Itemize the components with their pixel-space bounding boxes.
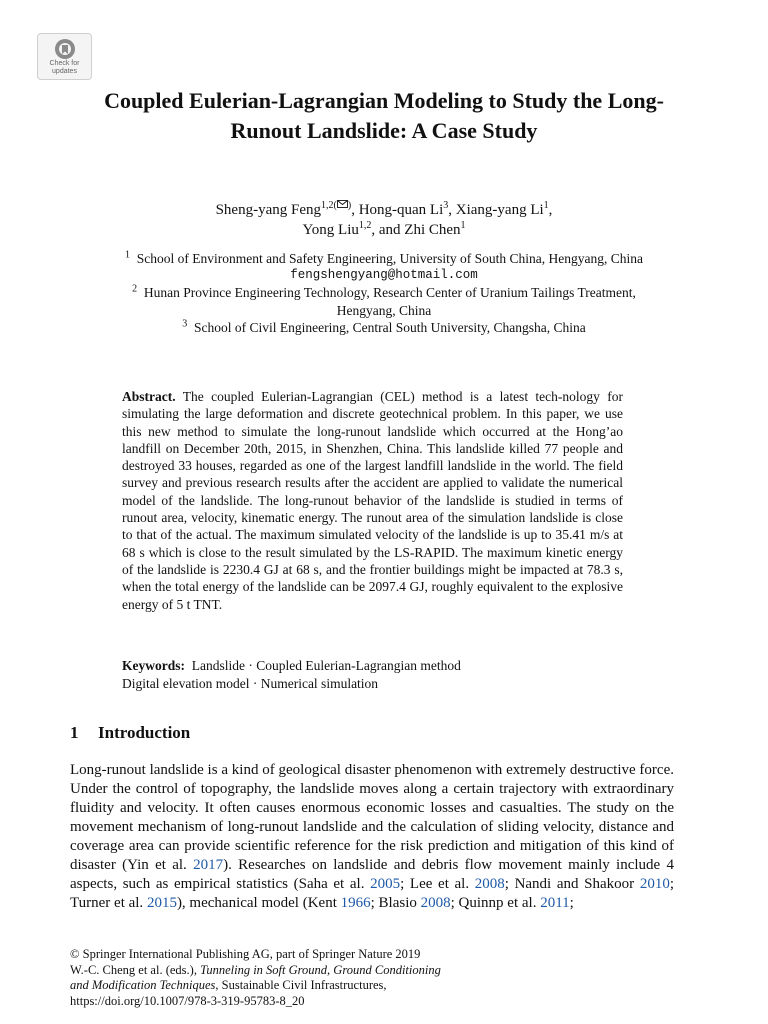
affiliation-3 <box>110 319 658 336</box>
citation-link[interactable]: 2008 <box>474 876 505 892</box>
affiliation-1 <box>110 250 658 267</box>
keywords-line-1: Landslide · Coupled Eulerian-Lagrangian method <box>191 658 461 673</box>
author-sup-end: ) <box>347 200 352 211</box>
badge-label-1: Check for <box>49 60 80 67</box>
body-text: ). Researches on landslide and debris flow movement mainly include 4 aspects, such as empirical statistics (Saha et al. <box>70 857 674 892</box>
paper-title: Coupled Eulerian-Lagrangian Modeling to Study the Long-Runout Landslide: A Case Study <box>104 88 664 143</box>
editors: W.-C. Cheng et al. (eds.), <box>70 962 201 977</box>
affiliation-text: Hunan Province Engineering Technology, Research Center of Uranium Tailings Treatment, Hengyang, China <box>143 285 636 318</box>
affiliation-num: 1 <box>125 249 131 261</box>
citation-link[interactable]: 2017 <box>193 857 224 873</box>
copyright-line: © Springer International Publishing AG, part of Springer Nature 2019 <box>70 947 421 961</box>
keywords <box>122 657 623 693</box>
citation-link[interactable]: 2011 <box>540 895 570 911</box>
section-title: Introduction <box>98 723 191 742</box>
author-sup: 1 <box>460 220 466 231</box>
author-name: Xiang-yang Li <box>455 202 544 218</box>
body-text: ; Blasio <box>370 895 421 911</box>
section-heading <box>70 722 190 744</box>
body-text: ; Lee et al. <box>400 876 475 892</box>
author-name: Yong Liu <box>302 222 359 238</box>
body-text: ; Nandi and Shakoor <box>504 876 640 892</box>
author-sup: 1,2( <box>321 200 337 211</box>
body-text: ), mechanical model (Kent <box>176 895 341 911</box>
author-name: Sheng-yang Feng <box>215 202 321 218</box>
affiliation-text: School of Civil Engineering, Central South University, Changsha, China <box>194 319 586 335</box>
citation-link[interactable]: 2008 <box>420 895 451 911</box>
book-citation-line-2 <box>70 978 674 994</box>
email-icon[interactable] <box>337 200 348 208</box>
citation-link[interactable]: 2010 <box>639 876 670 892</box>
author-sup: 1,2 <box>358 220 372 231</box>
author-sup: 1 <box>543 200 549 211</box>
body-text: ; <box>569 895 574 911</box>
author-email-link[interactable]: fengshengyang@hotmail.com <box>290 268 478 283</box>
abstract <box>122 388 623 613</box>
author-name: Hong-quan Li <box>358 202 444 218</box>
keywords-label: Keywords: <box>122 658 185 673</box>
section-number: 1 <box>70 723 79 742</box>
citation-link[interactable]: 1966 <box>340 895 371 911</box>
abstract-label: Abstract. <box>122 389 176 404</box>
affiliation-num: 3 <box>182 318 188 330</box>
keywords-line-2: Digital elevation model · Numerical simulation <box>122 676 379 691</box>
citation-link[interactable]: 2005 <box>370 876 401 892</box>
intro-paragraph <box>70 761 674 913</box>
book-title: Tunneling in Soft Ground, Ground Conditioning <box>200 962 441 977</box>
citation-link[interactable]: 2015 <box>146 895 177 911</box>
abstract-text: The coupled Eulerian-Lagrangian (CEL) method is a latest tech-nology for simulating the large deformation and discrete geotechnical problem. In this paper, we use this new method to simulate the long-runout landslide which occurred at the Hong’ao landfill on December 20th, 2015, in Shenzhen, China. This landslide killed 77 people and destroyed 33 houses, regarded as one of the largest landfill landslide in the world. The field survey and previous research results after the accident are applied to validate the numerical model of the landslide. The long-runout behavior of the landslide is studied in terms of runout area, velocity, kinematic energy. The runout area of the simulation landslide is close to that of the actual. The maximum simulated velocity of the landslide is up to 35.41 m/s at 68 s which is close to the result simulated by the LS-RAPID. The maximum kinetic energy of the landslide is 2230.4 GJ at 68 s, and the frontier buildings might be impacted at 78.3 s, when the total energy of the landslide can be 2097.4 GJ, roughly equivalent to the explosive energy of 5 t TNT. <box>122 389 623 612</box>
book-title-cont: and Modification Techniques <box>70 978 216 992</box>
affiliation-2 <box>110 284 658 318</box>
book-citation-line-1 <box>70 963 674 979</box>
footer-copyright <box>70 947 674 1009</box>
check-for-updates-badge[interactable] <box>37 33 92 80</box>
badge-label-2: updates <box>52 67 77 75</box>
author-name: Zhi Chen <box>404 222 461 238</box>
body-text: Long-runout landslide is a kind of geological disaster phenomenon with extremely destructive force. Under the control of topography, the landslide moves along a certain trajectory with extraordinary fluidity and velocity. It often causes enormous economic losses and casualties. The study on the movement mechanism of long-runout landslide and the calculation of sliding velocity, distance and coverage area can provide scientific reference for the risk prediction and mitigation of this kind of disaster (Yin et al. <box>70 762 674 873</box>
author-list: Sheng-yang Feng$^{1,2( )}$, Hong-quan Li$^3$, Xiang-yang Li$^1$, Yong Liu$^{1,2}$, and Zhi Chen$^1$ <box>215 200 553 238</box>
body-text: ; Turner et al. <box>70 876 674 911</box>
affiliation-num: 2 <box>132 283 138 295</box>
doi-link[interactable]: https://doi.org/10.1007/978-3-319-95783-8_20 <box>70 993 305 1008</box>
body-text: ; Quinnp et al. <box>450 895 541 911</box>
affiliation-text: School of Environment and Safety Engineering, University of South China, Hengyang, China <box>136 251 643 266</box>
bookmark-icon <box>54 38 76 60</box>
affiliations <box>110 250 658 336</box>
series-name: , Sustainable Civil Infrastructures, <box>215 978 387 992</box>
author-sup: 3 <box>443 200 449 211</box>
